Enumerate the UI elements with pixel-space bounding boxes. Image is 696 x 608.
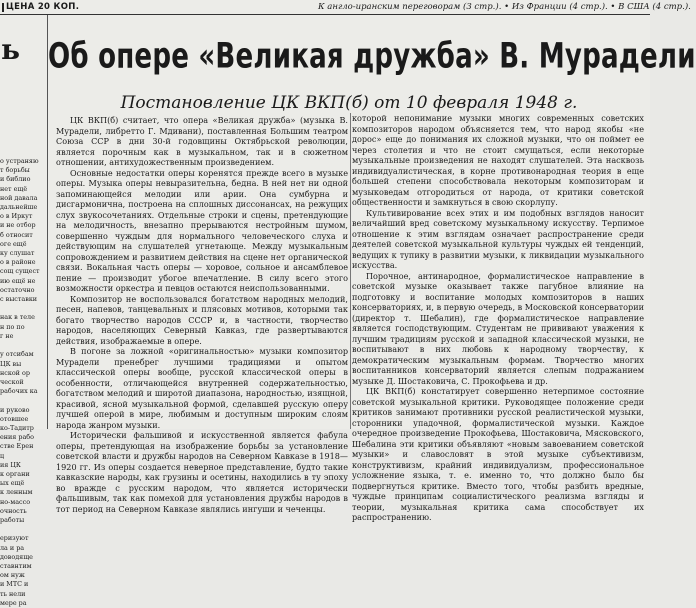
left-column-line: ения рабо (0, 433, 34, 442)
cross-references: К англо-иранским переговорам (3 стр.). • Из Франции (4 стр.). • В США (4 стр.). (318, 2, 691, 12)
left-column-line: ЦК вы (0, 359, 22, 368)
left-column-line (0, 102, 46, 111)
left-column-line (0, 129, 46, 138)
paragraph: Культивирование всех этих и им подобных взглядов наносит величайший вред советскому музыкальному искусству. Терпимое отношение к этим взглядам означает распространение среди деятелей советской музыкальной культуры чуждых ей тенденций, ведущих к тупику в развитии музыки, к ликвидации музыкального искусства. (352, 207, 644, 270)
left-column-line: ческой (0, 377, 24, 386)
left-column-line: ла и ра (0, 543, 25, 552)
paragraph: ЦК ВКП(б) считает, что опера «Великая дружба» (музыка В. Мурадели, либретто Г. Мдивани), поставленная Большим театром Союза ССР в дни 30-й годовщины Октябрьской революции, является порочным как в музыкальном, так и в сюжетном отношении, антихудожественным произведением. (56, 115, 348, 167)
paragraph: ЦК ВКП(б) констатирует совершенно нетерпимое состояние советской музыкальной критики. Руководящее положение среди критиков занимают противники русской реалистической музыки, сторонники упадочной, формалистической музыки. Каждое очередное произведение Прокофьева, Шостаковича, Мясковского, Шебалина эти критики объявляют «новым завоеванием советской музыки» и славословят в этой музыке субъективизм, конструктивизм, крайний индивидуализм, профессиональное усложнение языка, т. е. именно то, что должно было бы подвергнуться критике. Вместо того, чтобы разбить вредные, чуждые принципам социалистического реализма взгляды и теории, музыкальная критика сама способствует их распространению. (352, 386, 644, 522)
left-column-line: ом нуж (0, 571, 25, 580)
left-column-line (0, 304, 46, 313)
left-column-line (0, 65, 46, 74)
left-column-line (0, 525, 46, 534)
left-column-fragment (0, 15, 46, 607)
left-column-line: и руково (0, 405, 30, 414)
left-column-line: г не (0, 331, 14, 340)
left-column-line (0, 139, 46, 148)
left-column-line: у отсибам (0, 350, 34, 359)
left-column-line: еризуют (0, 534, 29, 543)
masthead-bar (0, 0, 691, 14)
left-column-line (0, 111, 46, 120)
top-divider (0, 14, 650, 15)
left-column-line: ию ещё не (0, 276, 36, 285)
left-column-line: нет ещё (0, 184, 28, 193)
masthead-rule-mark (2, 3, 4, 12)
left-column-line: стве Ерен (0, 442, 34, 451)
column-divider-right (350, 113, 351, 429)
paragraph: Основные недостатки оперы коренятся прежде всего в музыке оперы. Музыка оперы невыразительна, бедна. В ней нет ни одной запоминающейся мелодии или арии. Она сумбурна и дисгармонична, построена на сплошных диссонансах, на режущих слух звукосочетаниях. Отдельные строки и сцены, претендующие на мелодичность, внезапно прерываются нестройным шумом, совершенно чуждым для нормального человеческого слуха и действующим на слушателей угнетающе. Между музыкальным сопровождением и развитием действия на сцене нет органической связи. Вокальная часть оперы — хоровое, сольное и ансамблевое пение — производит убогое впечатление. В силу всего этого возможности оркестра и певцов остаются неиспользованными. (56, 167, 348, 293)
left-column-line: отовшее (0, 414, 29, 423)
left-column-line: но-массо (0, 497, 31, 506)
left-column-line: к ленным (0, 488, 33, 497)
left-column-line: о в районе (0, 258, 36, 267)
article-subheadline: Постановление ЦК ВКП(б) от 10 февраля 1948 г. (120, 93, 578, 113)
left-column-line: очность (0, 506, 27, 515)
left-column-line: ых ещё (0, 479, 25, 488)
left-column-line: о в Иркут (0, 212, 33, 221)
left-column-line: нак в теле (0, 313, 35, 322)
left-column-text (0, 65, 46, 608)
left-column-line: н по по (0, 322, 25, 331)
left-column-line (0, 396, 46, 405)
left-column-line: и библио (0, 175, 31, 184)
left-column-line: остаточно (0, 285, 35, 294)
left-column-line: с выставки (0, 295, 38, 304)
left-column-line (0, 83, 46, 92)
left-column-line: рабочих ка (0, 387, 38, 396)
left-column-line: оге ещё (0, 239, 27, 248)
left-column-line: нской ор (0, 368, 30, 377)
article-headline: Об опере «Великая дружба» В. Мурадели (48, 35, 696, 76)
left-column-line: ко-Тадитр (0, 423, 34, 432)
left-column-line (0, 74, 46, 83)
left-column-line: ц (0, 451, 5, 460)
left-column-line: и МТС и (0, 580, 29, 589)
left-column-line: ставнтим (0, 561, 32, 570)
left-column-line: доводяще (0, 552, 33, 561)
left-column-line: работы (0, 515, 25, 524)
paragraph: Композитор не воспользовался богатством народных мелодий, песен, напевов, танцевальных и плясовых мотивов, которыми так богато творчество народов СССР и, в частности, творчество народов, населяющих Северный Кавказ, где развертываются действия, изображаемые в опере. (56, 293, 348, 346)
left-column-line (0, 341, 46, 350)
left-column-line: мере ра (0, 598, 27, 607)
left-column-line: ку слушат (0, 249, 35, 258)
left-column-line: и не отбор (0, 221, 36, 230)
left-column-line: т борьбы (0, 166, 30, 175)
left-column-line (0, 148, 46, 157)
left-column-line: о устраняю (0, 157, 39, 166)
left-column-line (0, 93, 46, 102)
paragraph: В погоне за ложной «оригинальностью» музыки композитор Мурадели пренебрег лучшими традициями и опытом классической оперы вообще, русской классической оперы в особенности, отличающейся внутренней содержательностью, богатством мелодий и широтой диапазона, народностью, изящной, красивой, ясной музыкальной формой, сделавшей русскую оперу лучшей оперой в мире, любимым и доступным широким слоям народа жанром музыки. (56, 346, 348, 430)
left-column-line: к органи (0, 469, 30, 478)
left-column-line: ть нели (0, 589, 26, 598)
article-column-middle (56, 115, 348, 514)
left-column-line (0, 120, 46, 129)
left-column-line: ной давала (0, 193, 38, 202)
left-column-line: сощ сущест (0, 267, 40, 276)
paragraph: Исторически фальшивой и искусственной является фабула оперы, претендующая на изображение борьбы за установление советской власти и дружбы народов на Северном Кавказе в 1918—1920 гг. Из оперы создается неверное представление, будто такие кавказские народы, как грузины и осетины, находились в ту эпоху во вражде с русским народом, что является исторически фальшивым, так как помехой для установления дружбы народов в тот период на Северном Кавказе являлись ингуши и чеченцы. (56, 430, 348, 514)
left-column-line: ия ЦК (0, 460, 21, 469)
price-label: ЦЕНА 20 КОП. (6, 2, 80, 12)
drop-letter: ь (1, 33, 21, 66)
paragraph: Порочное, антинародное, формалистическое направление в советской музыке оказывает также пагубное влияние на подготовку и воспитание молодых композиторов в наших консерваториях, и, в первую очередь, в Московской консерватории (директор т. Шебалин), где формалистическое направление является господствующим. Студентам не прививают уважения к лучшим традициям русской и западной классической музыки, не воспитывают в них любовь к народному творчеству, к демократическим музыкальным формам. Творчество многих воспитанников консерваторий является слепым подражанием музыке Д. Шостаковича, С. Прокофьева и др. (352, 270, 644, 386)
left-column-line: б относит (0, 230, 33, 239)
article-column-right (352, 113, 644, 522)
paragraph: которой непонимание музыки многих современных советских композиторов народом объясняется тем, что народ якобы «не дорос» еще до понимания их сложной музыки, что он поймет ее через столетия и что не стоит смущаться, если некоторые музыкальные произведения не находят слушателей. Эта насквозь индивидуалистическая, в корне противонародная теория в еще большей степени способствовала некоторым композиторам и музыковедам отгородиться от народа, от критики советской общественности и замкнуться в свою скорлупу. (352, 113, 644, 207)
left-column-line: дальнейше (0, 203, 38, 212)
